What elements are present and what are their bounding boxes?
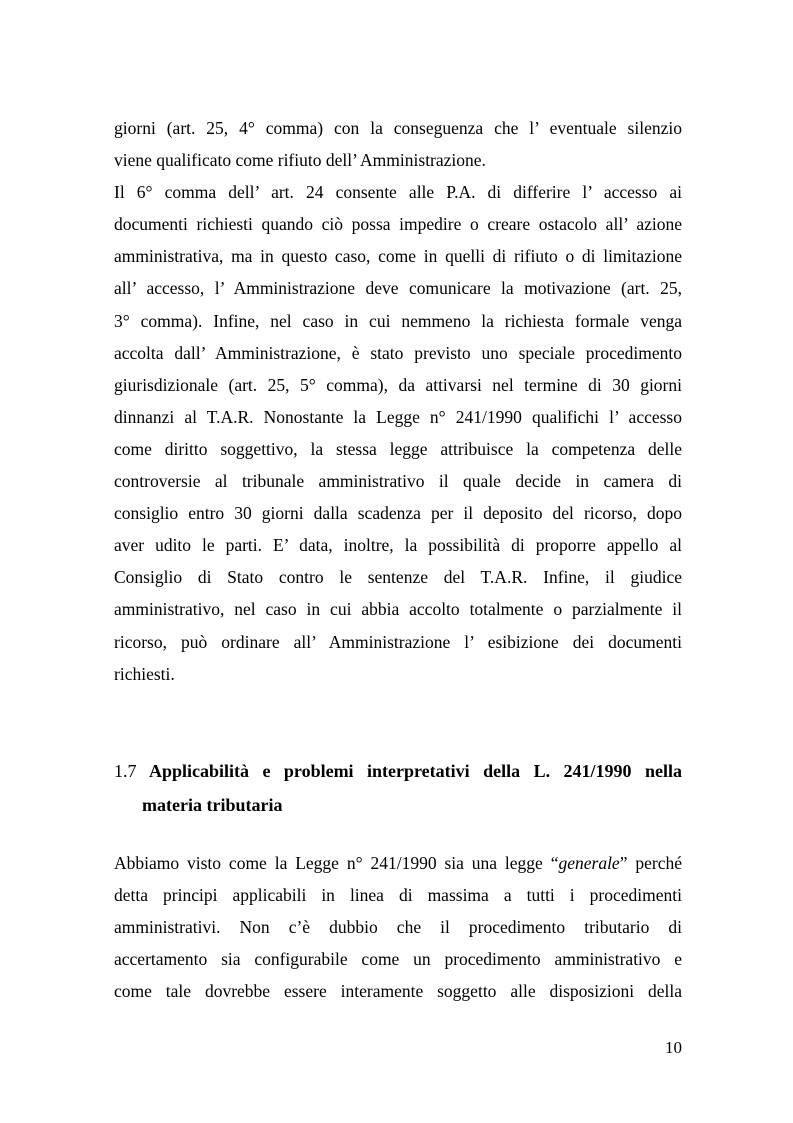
paragraph-1 <box>114 112 682 176</box>
section-title-part-2: materia tributaria <box>142 795 283 815</box>
text-line: accertamento sia configurabile come un procedimento amministrativo e <box>114 949 682 970</box>
text-line: viene qualificato come rifiuto dell’ Amministrazione. <box>114 150 486 171</box>
text-line: Il 6° comma dell’ art. 24 consente alle P.A. di differire l’ accesso ai <box>114 182 682 203</box>
text-fragment: Abbiamo visto come la Legge n° 241/1990 sia una legge “ <box>114 853 559 873</box>
text-line: giurisdizionale (art. 25, 5° comma), da attivarsi nel termine di 30 giorni <box>114 374 682 395</box>
section-heading <box>114 754 682 822</box>
section-number: 1.7 <box>114 761 137 781</box>
text-line: amministrativi. Non c’è dubbio che il procedimento tributario di <box>114 917 682 938</box>
text-line: ricorso, può ordinare all’ Amministrazione l’ esibizione dei documenti <box>114 631 682 652</box>
paragraph-3 <box>114 847 682 1007</box>
text-line: 3° comma). Infine, nel caso in cui nemmeno la richiesta formale venga <box>114 310 682 331</box>
text-line: amministrativa, ma in questo caso, come in quelli di rifiuto o di limitazione <box>114 246 682 267</box>
text-line <box>114 847 682 879</box>
text-line: richiesti. <box>114 663 175 684</box>
paragraph-2 <box>114 176 682 690</box>
body-text-top <box>114 112 682 690</box>
text-line: controversie al tribunale amministrativo il quale decide in camera di <box>114 471 682 492</box>
text-line: all’ accesso, l’ Amministrazione deve comunicare la motivazione (art. 25, <box>114 278 682 299</box>
text-line: come tale dovrebbe essere interamente soggetto alle disposizioni della <box>114 981 682 1002</box>
body-text-bottom <box>114 847 682 1007</box>
italic-term: generale <box>558 853 620 873</box>
text-line: come diritto soggettivo, la stessa legge attribuisce la competenza delle <box>114 438 682 459</box>
text-line: dinnanzi al T.A.R. Nonostante la Legge n° 241/1990 qualifichi l’ accesso <box>114 406 682 427</box>
text-line: documenti richiesti quando ciò possa impedire o creare ostacolo all’ azione <box>114 214 682 235</box>
text-fragment: ” perché <box>619 853 682 873</box>
text-line: accolta dall’ Amministrazione, è stato previsto uno speciale procedimento <box>114 342 682 363</box>
page-number: 10 <box>665 1038 682 1057</box>
section-title-part-1: Applicabilità e problemi interpretativi della L. 241/1990 nella <box>148 761 682 781</box>
text-line: giorni (art. 25, 4° comma) con la conseguenza che l’ eventuale silenzio <box>114 118 682 138</box>
text-line: consiglio entro 30 giorni dalla scadenza per il deposito del ricorso, dopo <box>114 503 682 524</box>
text-line: aver udito le parti. E’ data, inoltre, la possibilità di proporre appello al <box>114 535 682 556</box>
section-heading-line-1 <box>114 754 682 788</box>
text-line: Consiglio di Stato contro le sentenze del T.A.R. Infine, il giudice <box>114 567 682 588</box>
text-line: detta principi applicabili in linea di massima a tutti i procedimenti <box>114 885 682 906</box>
text-line: amministrativo, nel caso in cui abbia accolto totalmente o parzialmente il <box>114 599 682 620</box>
